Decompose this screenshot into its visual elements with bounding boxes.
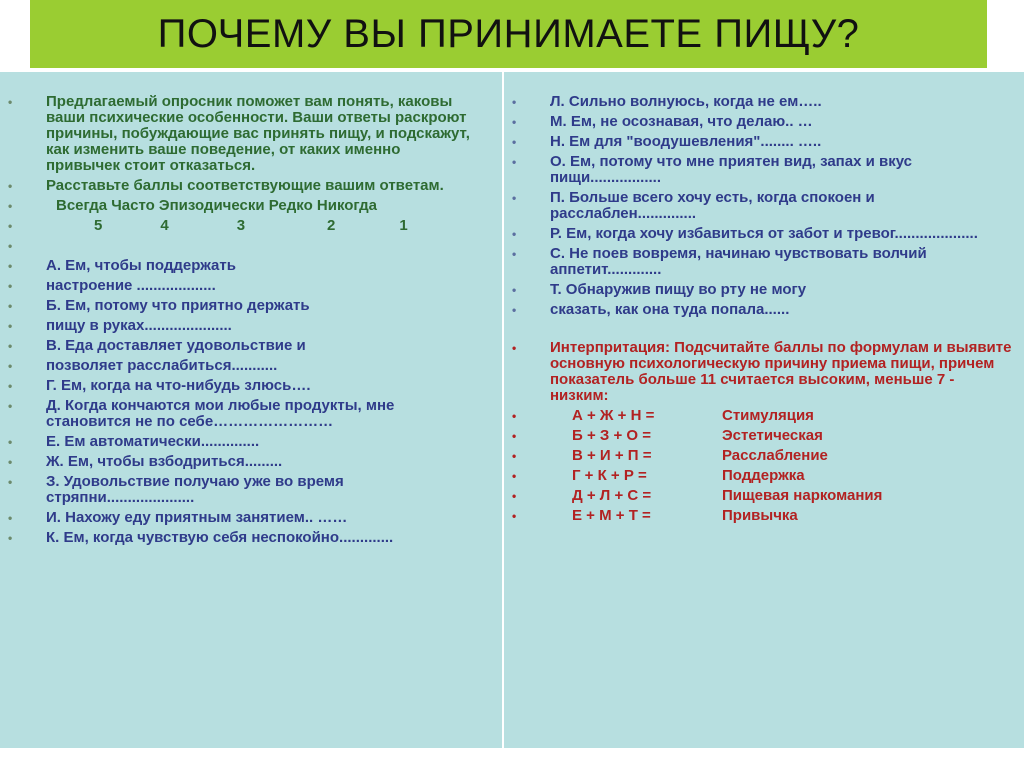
interpretation-text: Интерпритация: Подсчитайте баллы по формулам и выявите основную психологическую причину приема пищи, причем показатель больше 11 считается высоким, меньше 7 - низким: <box>550 339 1012 404</box>
bullet-icon: • <box>512 247 517 261</box>
question-text: К. Ем, когда чувствую себя неспокойно............. <box>46 529 394 546</box>
scale-labels: Всегда Часто Эпизодически Редко Никогда <box>56 197 377 214</box>
bullet-icon: • <box>512 115 517 129</box>
bullet-icon: • <box>8 199 13 213</box>
list-item <box>8 510 478 526</box>
list-item <box>512 134 1012 150</box>
question-text: С. Не поев вовремя, начинаю чувствовать волчий аппетит............. <box>550 245 927 278</box>
bullet-icon: • <box>512 135 517 149</box>
scale-values <box>46 218 478 234</box>
question-text: Г. Ем, когда на что-нибудь злюсь…. <box>46 377 311 394</box>
bullet-icon: • <box>8 239 13 253</box>
scale-value: 5 <box>94 217 103 234</box>
list-item-intro <box>8 94 478 174</box>
list-item <box>8 278 478 294</box>
bullet-icon: • <box>512 191 517 205</box>
intro-text: Предлагаемый опросник поможет вам понять, каковы ваши психические особенности. Ваши ответы раскроют причины, побуждающие вас принять пищу, и подскажут, как изменить ваше поведение, от каких именно привычек стоит отказаться. <box>46 93 470 174</box>
list-item <box>8 338 478 354</box>
question-text: З. Удовольствие получаю уже во время стряпни..................... <box>46 473 344 506</box>
bullet-icon: • <box>8 179 13 193</box>
list-item <box>8 358 478 374</box>
question-text: Е. Ем автоматически.............. <box>46 433 260 450</box>
formula: В + И + П = <box>572 447 652 464</box>
bullet-icon: • <box>512 227 517 241</box>
formula-row <box>512 468 1012 484</box>
list-item-scale-labels <box>8 198 478 214</box>
formula: Б + З + О = <box>572 427 651 444</box>
bullet-icon: • <box>512 303 517 317</box>
left-column <box>8 94 478 550</box>
list-item-scale-values <box>8 218 478 234</box>
bullet-icon: • <box>8 379 13 393</box>
formula-result: Пищевая наркомания <box>722 487 883 504</box>
bullet-icon: • <box>8 531 13 545</box>
bullet-icon: • <box>8 319 13 333</box>
bullet-icon: • <box>8 455 13 469</box>
formula-result: Привычка <box>722 507 798 524</box>
bullet-icon: • <box>8 95 13 109</box>
formula-result: Эстетическая <box>722 427 823 444</box>
list-item-empty <box>8 238 478 254</box>
question-text: П. Больше всего хочу есть, когда спокоен и расслаблен.............. <box>550 189 875 222</box>
bullet-icon: • <box>512 409 517 423</box>
list-item <box>8 454 478 470</box>
list-item <box>8 398 478 430</box>
bullet-icon: • <box>8 359 13 373</box>
interpretation <box>512 340 1012 404</box>
question-text: Р. Ем, когда хочу избавиться от забот и тревог.................... <box>550 225 978 242</box>
question-text: Б. Ем, потому что приятно держать <box>46 297 310 314</box>
list-item <box>512 282 1012 298</box>
list-item <box>8 474 478 506</box>
bullet-icon: • <box>8 511 13 525</box>
list-item <box>8 318 478 334</box>
bullet-icon: • <box>512 449 517 463</box>
formula-result: Стимуляция <box>722 407 814 424</box>
bullet-icon: • <box>512 283 517 297</box>
list-item <box>8 434 478 450</box>
bullet-icon: • <box>512 469 517 483</box>
formula-result: Расслабление <box>722 447 828 464</box>
formula-row <box>512 408 1012 424</box>
bullet-icon: • <box>8 279 13 293</box>
question-text: Д. Когда кончаются мои любые продукты, мне становится не по себе…………………… <box>46 397 395 430</box>
formula-row <box>512 508 1012 524</box>
question-text: Ж. Ем, чтобы взбодриться......... <box>46 453 283 470</box>
page-title: ПОЧЕМУ ВЫ ПРИНИМАЕТЕ ПИЩУ? <box>157 11 860 56</box>
bullet-icon: • <box>8 339 13 353</box>
list-item <box>512 94 1012 110</box>
question-text: В. Еда доставляет удовольствие и <box>46 337 306 354</box>
list-item <box>512 302 1012 318</box>
list-item <box>512 190 1012 222</box>
list-item <box>8 258 478 274</box>
formula: Д + Л + С = <box>572 487 652 504</box>
bullet-icon: • <box>8 435 13 449</box>
bullet-icon: • <box>512 155 517 169</box>
list-item <box>512 114 1012 130</box>
bullet-icon: • <box>512 429 517 443</box>
bullet-icon: • <box>512 95 517 109</box>
list-item <box>8 298 478 314</box>
formula-result: Поддержка <box>722 467 805 484</box>
bullet-icon: • <box>8 259 13 273</box>
question-text: М. Ем, не осознавая, что делаю.. … <box>550 113 813 130</box>
question-text: Н. Ем для "воодушевления"........ ….. <box>550 133 822 150</box>
formula-row <box>512 488 1012 504</box>
question-text: позволяет расслабиться........... <box>46 357 278 374</box>
right-column <box>512 94 1012 528</box>
bullet-icon: • <box>8 219 13 233</box>
list-item-instruction <box>8 178 478 194</box>
bullet-icon: • <box>8 299 13 313</box>
bullet-icon: • <box>512 489 517 503</box>
question-text: настроение ................... <box>46 277 216 294</box>
list-item <box>8 530 478 546</box>
scale-value: 2 <box>327 217 336 234</box>
bullet-icon: • <box>512 341 517 355</box>
bullet-icon: • <box>512 509 517 523</box>
list-item <box>512 246 1012 278</box>
formula: Г + К + Р = <box>572 467 647 484</box>
question-text: И. Нахожу еду приятным занятием.. …… <box>46 509 348 526</box>
bullet-icon: • <box>8 399 13 413</box>
list-item <box>512 226 1012 242</box>
scale-value: 1 <box>399 217 408 234</box>
title-bar <box>30 0 987 68</box>
scale-value: 3 <box>236 217 246 234</box>
formula: А + Ж + Н = <box>572 407 655 424</box>
formula-row <box>512 428 1012 444</box>
question-text: Л. Сильно волнуюсь, когда не ем….. <box>550 93 822 110</box>
instruction-text: Расставьте баллы соответствующие вашим ответам. <box>46 177 444 194</box>
scale-value: 4 <box>160 217 169 234</box>
question-text: О. Ем, потому что мне приятен вид, запах и вкус пищи................. <box>550 153 913 186</box>
list-item <box>8 378 478 394</box>
list-item <box>512 154 1012 186</box>
question-text: А. Ем, чтобы поддержать <box>46 257 236 274</box>
bullet-icon: • <box>8 475 13 489</box>
question-text: Т. Обнаружив пищу во рту не могу <box>550 281 807 298</box>
question-text: пищу в руках..................... <box>46 317 232 334</box>
question-text: сказать, как она туда попала...... <box>550 301 790 318</box>
formula-row <box>512 448 1012 464</box>
formula: Е + М + Т = <box>572 507 651 524</box>
